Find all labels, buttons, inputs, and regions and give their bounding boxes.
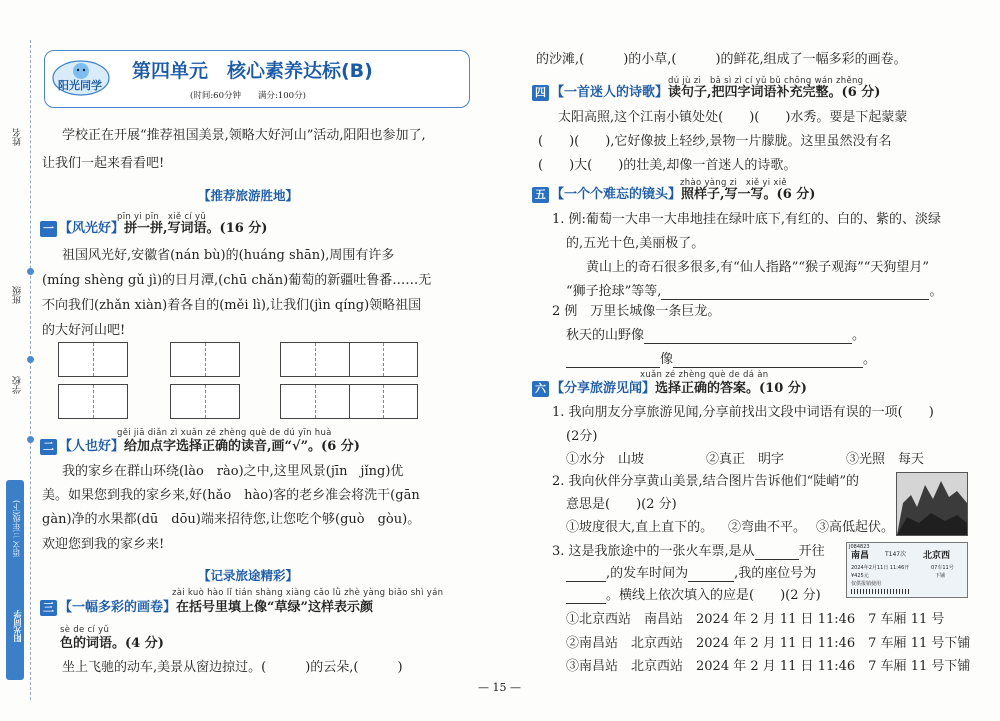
- q1-pinyin: pīn yi pīn xiě cí yǔ: [117, 212, 207, 222]
- q6-s3-tail: 。横线上依次填入的应是( )(2 分): [606, 588, 821, 603]
- q1-title: 【风光好】: [59, 221, 125, 236]
- q2-instruction: 给加点字选择正确的读音,画“√”。(6 分): [124, 439, 360, 454]
- q3-heading: [40, 600, 373, 616]
- margin-name-label: 姓名: [13, 128, 23, 146]
- q5-ex1-line-4: “狮子抢球”等等, 。: [566, 284, 943, 299]
- q5-ex1-line-1: 1. 例:葡萄一大串一大串地挂在绿叶底下,有红的、白的、紫的、淡绿: [552, 212, 942, 227]
- q6-s2-option-3[interactable]: ③高低起伏。: [816, 520, 895, 535]
- q4-heading: [532, 85, 880, 101]
- ticket-code: J084823: [849, 544, 870, 550]
- ticket-berth: 下铺: [935, 573, 946, 579]
- answer-grid[interactable]: [58, 384, 128, 419]
- q5-title: 【一个个难忘的镜头】: [551, 187, 682, 202]
- q1-line-3: 不向我们(zhǎn xiàn)着各自的(měi lì),让我们(jìn qíng)领略祖国: [42, 298, 422, 313]
- q5-ex1-line-3: 黄山上的奇石很多很多,有“仙人指路”“猴子观海”“天狗望月”: [586, 260, 930, 275]
- margin-footer-logo: 阳光同学: [12, 610, 22, 642]
- train-ticket: [846, 542, 968, 598]
- answer-line[interactable]: [566, 355, 660, 368]
- q3-line-2: 的沙滩,( )的小草,( )的鲜花,组成了一幅多彩的画卷。: [536, 52, 907, 67]
- q6-pinyin: xuǎn zé zhèng què de dá àn: [640, 370, 769, 380]
- q1-heading: [40, 221, 267, 237]
- page-number: — 15 —: [478, 681, 521, 694]
- q6-s2-option-2[interactable]: ②弯曲不平。: [728, 520, 807, 535]
- q6-s1-points: (2分): [566, 429, 598, 444]
- q6-s3-to: 开往: [798, 544, 825, 559]
- intro-line-2: 让我们一起来看看吧!: [42, 156, 165, 171]
- q6-s2-option-1[interactable]: ①坡度很大,直上直下的。: [566, 520, 714, 535]
- q6-s2: 2. 我向伙伴分享黄山美景,结合图片告诉他们“陡峭”的: [552, 474, 859, 489]
- q6-heading: [532, 381, 807, 397]
- q1-instruction: 拼一拼,写词语。(16 分): [124, 221, 268, 236]
- margin-class-label: 班级: [13, 286, 23, 304]
- answer-line[interactable]: [673, 355, 863, 368]
- q6-s3-line-2: [566, 566, 816, 582]
- ticket-barcode: [851, 589, 911, 594]
- q6-s2-b: 意思是( )(2 分): [566, 497, 677, 512]
- q6-s3-line-3: [566, 588, 821, 604]
- q4-line-1: 太阳高照,这个江南小镇处处( )( )水秀。要是下起蒙蒙: [558, 110, 908, 125]
- q6-s3-option-3[interactable]: ③南昌站 北京西站 2024 年 2 月 11 日 11:46 7 车厢 11 号下铺: [566, 659, 971, 674]
- ticket-date: 2024年2月11日 11:46开: [851, 565, 910, 571]
- q6-s3-seat: ,我的座位号为: [734, 566, 817, 581]
- answer-grid[interactable]: [170, 384, 240, 419]
- margin-dot: [27, 436, 34, 443]
- q6-s1-option-3[interactable]: ③光照 每天: [846, 452, 925, 467]
- ticket-price: ¥425元: [851, 573, 869, 579]
- q2-number: 二: [40, 439, 57, 455]
- q6-s3-text: 3. 这是我旅途中的一张火车票,是从: [552, 544, 755, 559]
- logo-text: 阳光同学: [58, 79, 102, 92]
- ticket-train: T147次: [885, 551, 907, 558]
- answer-line[interactable]: [566, 569, 606, 582]
- section-heading-record: 【记录旅途精彩】: [198, 568, 299, 583]
- q2-title: 【人也好】: [59, 439, 125, 454]
- q4-pinyin: dú jù zi bǎ sì zì cí yǔ bǔ chōng wán zhěng: [668, 76, 864, 86]
- q4-line-3: ( )大( )的壮美,却像一首迷人的诗歌。: [538, 158, 797, 173]
- section-heading-recommend: 【推荐旅游胜地】: [198, 188, 299, 203]
- q4-instruction: 读句子,把四字词语补充完整。(6 分): [668, 85, 881, 100]
- answer-line[interactable]: [755, 547, 799, 560]
- margin-footer-text: 语文 三年级(下): [12, 500, 21, 557]
- q2-line-4: 欢迎您到我的家乡来!: [42, 537, 165, 552]
- q2-line-2: 美。如果您到我的家乡来,好(hǎo hào)客的老乡准会将洗干(gān: [42, 488, 420, 503]
- q6-s1-option-1[interactable]: ①水分 山坡: [566, 452, 645, 467]
- q6-s3-option-1[interactable]: ①北京西站 南昌站 2024 年 2 月 11 日 11:46 7 车厢 11 号: [566, 612, 945, 627]
- answer-line[interactable]: [688, 569, 734, 582]
- q5-heading: [532, 187, 815, 203]
- q2-line-3: gàn)净的水果都(dū dōu)端来招待您,让您吃个够(guò gòu)。: [42, 512, 421, 527]
- q5-instruction: 照样子,写一写。(6 分): [681, 187, 816, 202]
- q5-ex1-text: “狮子抢球”等等,: [566, 284, 662, 299]
- exam-info: (时间:60分钟 满分:100分): [190, 91, 306, 101]
- q5-ex2-line-1: 2 例 万里长城像一条巨龙。: [552, 304, 721, 319]
- q1-line-2: (míng shèng gǔ jì)的日月潭,(chū chǎn)葡萄的新疆吐鲁番……无: [42, 273, 432, 288]
- answer-grid[interactable]: [170, 342, 240, 377]
- q4-title: 【一首迷人的诗歌】: [551, 85, 669, 100]
- q5-ex2-line-2: 秋天的山野像 。: [566, 328, 866, 343]
- answer-grid[interactable]: [392, 342, 460, 417]
- intro-line-1: 学校正在开展“推荐祖国美景,领略大好河山”活动,阳阳也参加了,: [62, 128, 426, 143]
- q3-instruction-2: 色的词语。(4 分): [60, 636, 164, 651]
- q6-number: 六: [532, 381, 549, 397]
- ticket-to: 北京西: [923, 551, 951, 561]
- q3-line-1: 坐上飞驰的动车,美景从窗边掠过。( )的云朵,( ): [62, 660, 403, 675]
- binding-margin: [0, 0, 36, 721]
- q4-line-2: ( )( ),它好像披上轻纱,景物一片朦胧。这里虽然没有名: [538, 134, 892, 149]
- answer-line[interactable]: [566, 591, 606, 604]
- q4-number: 四: [532, 85, 549, 101]
- ticket-from: 南昌: [851, 551, 870, 561]
- q6-title: 【分享旅游见闻】: [551, 381, 656, 396]
- mountain-photo: [896, 472, 968, 536]
- q6-s3-line-1: [552, 544, 825, 560]
- q1-line-4: 的大好河山吧!: [42, 323, 126, 338]
- q3-number: 三: [40, 600, 57, 616]
- margin-school-label: 学校: [13, 376, 23, 394]
- q5-pinyin: zhào yàng zi xiě yi xiě: [680, 178, 787, 188]
- answer-grid[interactable]: [58, 342, 128, 377]
- q5-ex1-line-2: 的,五光十色,美丽极了。: [566, 236, 705, 251]
- q3-pinyin: zài kuò hào lǐ tián shàng xiàng cǎo lǜ zhè yàng biǎo shì yán: [172, 588, 444, 598]
- q1-number: 一: [40, 221, 57, 237]
- q2-heading: [40, 439, 360, 455]
- q2-line-1: 我的家乡在群山环绕(lào rào)之中,这里风景(jīn jǐng)优: [62, 464, 404, 479]
- q5-ex2-like: 像: [660, 352, 674, 367]
- q3-pinyin-2: sè de cí yǔ: [60, 625, 110, 635]
- answer-line[interactable]: [644, 331, 852, 344]
- q1-line-1: 祖国风光好,安徽省(nán bù)的(huáng shān),周围有许多: [62, 248, 395, 263]
- q6-s1: 1. 我向朋友分享旅游见闻,分享前找出文段中词语有误的一项( ): [552, 405, 934, 420]
- q6-instruction: 选择正确的答案。(10 分): [655, 381, 807, 396]
- margin-dot: [27, 356, 34, 363]
- q5-ex2-text: 秋天的山野像: [566, 328, 645, 343]
- logo: [50, 56, 112, 98]
- q5-number: 五: [532, 187, 549, 203]
- q3-instruction: 在括号里填上像“草绿”这样表示颜: [176, 600, 373, 615]
- ticket-seat: 07车11号: [931, 565, 954, 571]
- q6-s3-option-2[interactable]: ②南昌站 北京西站 2024 年 2 月 11 日 11:46 7 车厢 11 号下铺: [566, 636, 971, 651]
- q5-ex2-line-3: 像 。: [566, 352, 876, 368]
- margin-dot: [27, 268, 34, 275]
- q6-s3-time: ,的发车时间为: [606, 566, 689, 581]
- q3-title: 【一幅多彩的画卷】: [59, 600, 177, 615]
- q2-pinyin: gěi jiā diǎn zì xuǎn zé zhèng què de dú yīn huà: [117, 428, 332, 438]
- ticket-note: 仅供报销使用: [851, 581, 882, 587]
- q6-s1-option-2[interactable]: ②真正 明字: [706, 452, 785, 467]
- page-title: 第四单元 核心素养达标(B): [132, 60, 373, 82]
- answer-line[interactable]: [661, 287, 929, 300]
